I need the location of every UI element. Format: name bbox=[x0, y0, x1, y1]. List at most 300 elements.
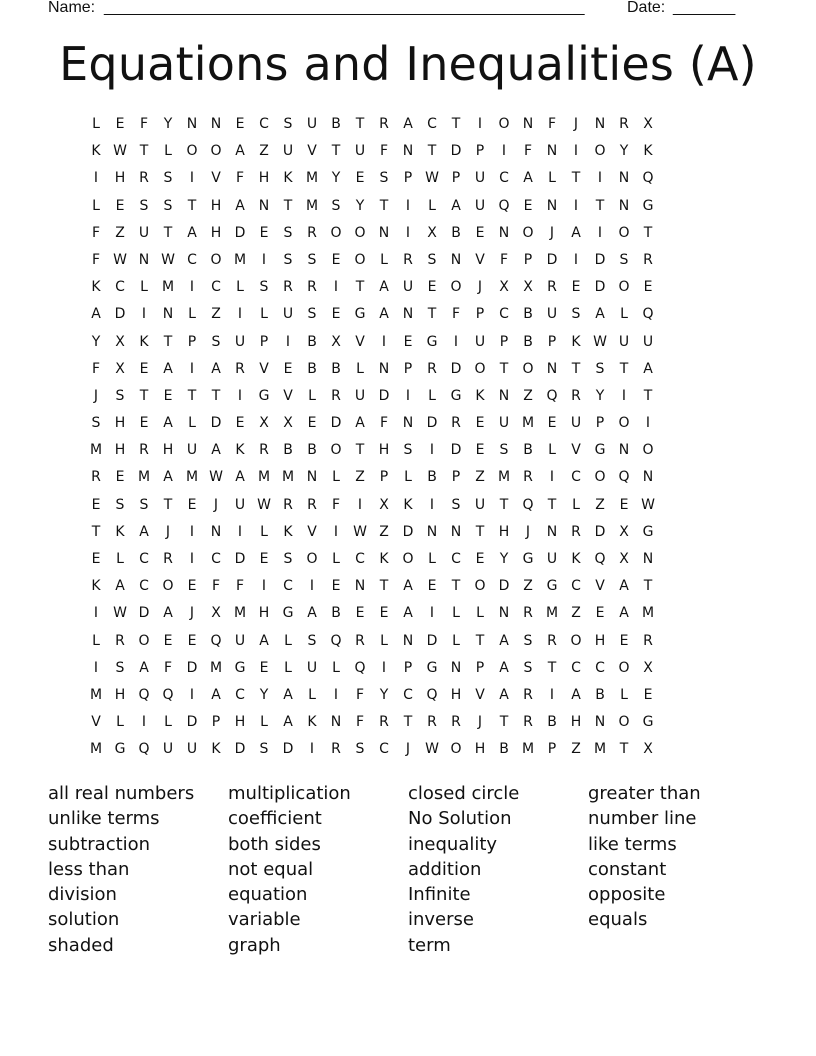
grid-cell: G bbox=[426, 333, 438, 350]
grid-cell: U bbox=[402, 279, 414, 296]
grid-cell: T bbox=[643, 578, 653, 595]
grid-row bbox=[84, 685, 732, 712]
grid-cell: E bbox=[355, 170, 365, 187]
grid-cell: D bbox=[330, 415, 342, 432]
grid-cell: C bbox=[571, 578, 581, 595]
grid-cell: R bbox=[643, 251, 653, 268]
grid-cell: R bbox=[523, 469, 533, 486]
grid-cell: Y bbox=[619, 143, 629, 160]
grid-cell: S bbox=[619, 251, 629, 268]
word-item: number line bbox=[588, 808, 697, 830]
grid-cell: S bbox=[283, 251, 293, 268]
grid-cell: M bbox=[233, 605, 247, 622]
grid-cell: R bbox=[403, 251, 413, 268]
grid-cell: E bbox=[475, 415, 485, 432]
grid-cell: H bbox=[210, 197, 222, 214]
grid-cell: Y bbox=[355, 197, 365, 214]
grid-cell: J bbox=[213, 496, 219, 513]
grid-cell: T bbox=[427, 306, 437, 323]
grid-cell: O bbox=[618, 714, 630, 731]
grid-cell: Z bbox=[475, 469, 485, 486]
grid-cell: K bbox=[307, 714, 317, 731]
grid-cell: F bbox=[523, 143, 533, 160]
grid-cell: N bbox=[210, 116, 222, 132]
grid-cell: T bbox=[619, 360, 629, 377]
grid-cell: O bbox=[570, 632, 582, 649]
grid-cell: P bbox=[211, 714, 221, 731]
grid-cell: T bbox=[355, 279, 365, 296]
grid-cell: D bbox=[594, 251, 606, 268]
grid-cell: E bbox=[619, 496, 629, 513]
grid-cell: B bbox=[307, 442, 317, 459]
grid-cell: K bbox=[379, 551, 389, 567]
grid-cell: N bbox=[330, 714, 342, 731]
grid-cell: E bbox=[379, 605, 389, 622]
grid-cell: L bbox=[260, 714, 268, 731]
grid-cell: M bbox=[521, 741, 535, 758]
grid-cell: Q bbox=[354, 659, 366, 676]
word-item: opposite bbox=[588, 884, 666, 906]
grid-cell: K bbox=[115, 523, 125, 540]
grid-cell: T bbox=[379, 578, 389, 595]
grid-cell: E bbox=[331, 306, 341, 323]
grid-cell: W bbox=[113, 143, 127, 160]
grid-cell: R bbox=[451, 714, 461, 731]
grid-cell: M bbox=[641, 605, 655, 622]
grid-cell: P bbox=[595, 415, 605, 432]
grid-cell: O bbox=[354, 224, 366, 241]
grid-cell: G bbox=[594, 442, 606, 459]
word-item: No Solution bbox=[408, 808, 512, 830]
grid-cell: G bbox=[642, 714, 654, 731]
grid-cell: E bbox=[235, 415, 245, 432]
grid-cell: L bbox=[308, 387, 316, 404]
grid-cell: M bbox=[257, 469, 271, 486]
grid-cell: L bbox=[428, 197, 436, 214]
grid-cell: L bbox=[404, 469, 412, 486]
grid-cell: R bbox=[307, 224, 317, 241]
grid-cell: R bbox=[139, 170, 149, 187]
grid-cell: K bbox=[475, 387, 485, 404]
word-item: greater than bbox=[588, 783, 701, 804]
word-item: all real numbers bbox=[48, 783, 195, 804]
grid-cell: J bbox=[525, 523, 531, 540]
grid-cell: T bbox=[91, 523, 101, 540]
grid-cell: S bbox=[499, 442, 509, 459]
grid-cell: Z bbox=[571, 741, 581, 758]
grid-cell: W bbox=[209, 469, 223, 486]
grid-cell: U bbox=[138, 224, 150, 241]
grid-cell: D bbox=[114, 306, 126, 323]
grid-cell: J bbox=[477, 714, 483, 731]
grid-cell: C bbox=[139, 578, 149, 595]
grid-cell: F bbox=[91, 251, 101, 268]
grid-cell: Y bbox=[163, 116, 173, 132]
grid-cell: L bbox=[92, 632, 100, 649]
grid-cell: A bbox=[283, 714, 293, 731]
grid-cell: S bbox=[91, 415, 101, 432]
grid-cell: G bbox=[546, 578, 558, 595]
grid-row bbox=[84, 603, 732, 630]
grid-cell: P bbox=[259, 333, 269, 350]
grid-cell: R bbox=[331, 387, 341, 404]
grid-cell: T bbox=[451, 578, 461, 595]
grid-cell: I bbox=[429, 442, 435, 459]
grid-cell: A bbox=[643, 360, 653, 377]
grid-cell: I bbox=[357, 496, 363, 513]
grid-cell: I bbox=[189, 279, 195, 296]
grid-cell: S bbox=[211, 333, 221, 350]
grid-cell: P bbox=[499, 333, 509, 350]
grid-cell: N bbox=[618, 170, 630, 187]
word-item: both sides bbox=[228, 833, 321, 855]
grid-cell: L bbox=[92, 197, 100, 214]
grid-cell: H bbox=[114, 170, 126, 187]
word-item: equals bbox=[588, 909, 648, 931]
grid-cell: N bbox=[642, 551, 654, 567]
grid-cell: E bbox=[307, 415, 317, 432]
word-item: subtraction bbox=[48, 833, 151, 855]
grid-cell: L bbox=[188, 306, 196, 323]
grid-row bbox=[84, 304, 732, 331]
grid-cell: N bbox=[354, 578, 366, 595]
grid-cell: D bbox=[234, 224, 246, 241]
grid-cell: O bbox=[186, 143, 198, 160]
grid-cell: Q bbox=[642, 170, 654, 187]
grid-cell: N bbox=[378, 224, 390, 241]
grid-cell: K bbox=[91, 578, 101, 595]
grid-cell: R bbox=[235, 360, 245, 377]
grid-cell: E bbox=[187, 578, 197, 595]
grid-cell: I bbox=[237, 387, 243, 404]
grid-cell: H bbox=[450, 686, 462, 703]
grid-cell: V bbox=[355, 333, 365, 350]
grid-cell: Y bbox=[331, 170, 341, 187]
grid-cell: D bbox=[234, 741, 246, 758]
grid-cell: U bbox=[474, 496, 486, 513]
grid-cell: T bbox=[403, 714, 413, 731]
grid-row bbox=[84, 250, 732, 277]
grid-cell: A bbox=[235, 197, 245, 214]
grid-row bbox=[84, 413, 732, 440]
grid-cell: G bbox=[522, 551, 534, 567]
grid-cell: L bbox=[620, 306, 628, 323]
grid-cell: E bbox=[403, 333, 413, 350]
grid-cell: O bbox=[618, 659, 630, 676]
grid-cell: N bbox=[402, 306, 414, 323]
grid-cell: R bbox=[139, 442, 149, 459]
grid-cell: H bbox=[474, 741, 486, 758]
grid-cell: B bbox=[547, 714, 557, 731]
grid-cell: T bbox=[547, 659, 557, 676]
grid-cell: K bbox=[403, 496, 413, 513]
grid-cell: I bbox=[573, 197, 579, 214]
grid-cell: E bbox=[427, 578, 437, 595]
grid-cell: E bbox=[523, 197, 533, 214]
word-item: Infinite bbox=[408, 884, 471, 906]
grid-cell: I bbox=[189, 686, 195, 703]
grid-cell: E bbox=[643, 279, 653, 296]
grid-cell: C bbox=[451, 551, 461, 567]
grid-cell: Z bbox=[379, 523, 389, 540]
grid-cell: I bbox=[429, 496, 435, 513]
grid-cell: N bbox=[498, 224, 510, 241]
grid-cell: H bbox=[162, 442, 174, 459]
grid-cell: Q bbox=[498, 197, 510, 214]
grid-cell: S bbox=[307, 251, 317, 268]
grid-cell: E bbox=[259, 659, 269, 676]
word-item: closed circle bbox=[408, 783, 520, 804]
grid-cell: A bbox=[163, 469, 173, 486]
grid-cell: I bbox=[477, 116, 483, 132]
grid-cell: W bbox=[113, 251, 127, 268]
grid-cell: V bbox=[91, 714, 101, 731]
grid-cell: Y bbox=[91, 333, 101, 350]
grid-cell: X bbox=[259, 415, 269, 432]
grid-cell: I bbox=[429, 605, 435, 622]
grid-cell: G bbox=[114, 741, 126, 758]
grid-cell: M bbox=[185, 469, 199, 486]
grid-cell: D bbox=[546, 251, 558, 268]
grid-cell: W bbox=[257, 496, 271, 513]
grid-cell: V bbox=[475, 686, 485, 703]
grid-cell: F bbox=[139, 116, 149, 132]
grid-cell: P bbox=[403, 360, 413, 377]
grid-cell: M bbox=[137, 469, 151, 486]
grid-cell: X bbox=[115, 360, 125, 377]
grid-cell: X bbox=[115, 333, 125, 350]
grid-cell: I bbox=[405, 224, 411, 241]
grid-row bbox=[84, 467, 732, 494]
grid-cell: I bbox=[309, 741, 315, 758]
grid-cell: Q bbox=[642, 306, 654, 323]
grid-cell: A bbox=[403, 605, 413, 622]
grid-cell: S bbox=[115, 387, 125, 404]
grid-cell: N bbox=[546, 197, 558, 214]
grid-cell: N bbox=[426, 523, 438, 540]
word-item: less than bbox=[48, 858, 130, 880]
grid-cell: R bbox=[571, 523, 581, 540]
grid-cell: L bbox=[452, 632, 460, 649]
grid-cell: A bbox=[91, 306, 101, 323]
grid-row bbox=[84, 359, 732, 386]
grid-cell: F bbox=[499, 251, 509, 268]
grid-cell: N bbox=[450, 659, 462, 676]
grid-row bbox=[84, 114, 732, 141]
grid-cell: X bbox=[619, 523, 629, 540]
grid-cell: P bbox=[451, 469, 461, 486]
grid-cell: I bbox=[333, 686, 339, 703]
grid-cell: E bbox=[115, 469, 125, 486]
grid-row bbox=[84, 223, 732, 250]
grid-cell: K bbox=[283, 170, 293, 187]
grid-cell: I bbox=[453, 333, 459, 350]
date-label: Date: bbox=[627, 0, 666, 16]
grid-row bbox=[84, 168, 732, 195]
grid-cell: N bbox=[450, 523, 462, 540]
grid-cell: Z bbox=[523, 387, 533, 404]
grid-cell: Q bbox=[546, 387, 558, 404]
grid-cell: Q bbox=[594, 551, 606, 567]
grid-cell: N bbox=[618, 442, 630, 459]
grid-cell: H bbox=[114, 415, 126, 432]
grid-cell: Y bbox=[499, 551, 509, 567]
grid-cell: A bbox=[379, 306, 389, 323]
grid-cell: U bbox=[618, 333, 630, 350]
grid-cell: Q bbox=[426, 686, 438, 703]
header-row bbox=[48, 0, 748, 20]
grid-cell: K bbox=[643, 143, 653, 160]
grid-cell: O bbox=[498, 116, 510, 132]
grid-cell: H bbox=[114, 686, 126, 703]
grid-cell: T bbox=[619, 741, 629, 758]
grid-cell: A bbox=[235, 143, 245, 160]
grid-cell: T bbox=[163, 224, 173, 241]
grid-cell: W bbox=[113, 605, 127, 622]
grid-cell: U bbox=[546, 551, 558, 567]
grid-cell: A bbox=[379, 279, 389, 296]
grid-cell: O bbox=[474, 360, 486, 377]
grid-cell: E bbox=[187, 632, 197, 649]
grid-cell: D bbox=[594, 523, 606, 540]
grid-cell: P bbox=[475, 659, 485, 676]
grid-cell: Q bbox=[138, 741, 150, 758]
grid-cell: M bbox=[281, 469, 295, 486]
grid-cell: M bbox=[89, 741, 103, 758]
grid-cell: S bbox=[163, 197, 173, 214]
grid-cell: A bbox=[619, 605, 629, 622]
grid-cell: P bbox=[475, 143, 485, 160]
grid-cell: P bbox=[523, 251, 533, 268]
grid-cell: D bbox=[138, 605, 150, 622]
grid-cell: O bbox=[402, 551, 414, 567]
grid-cell: O bbox=[522, 360, 534, 377]
grid-cell: O bbox=[354, 251, 366, 268]
grid-cell: D bbox=[186, 659, 198, 676]
grid-cell: C bbox=[499, 306, 509, 323]
grid-cell: L bbox=[284, 632, 292, 649]
grid-cell: I bbox=[189, 170, 195, 187]
grid-cell: E bbox=[475, 551, 485, 567]
grid-cell: T bbox=[571, 360, 581, 377]
grid-cell: B bbox=[307, 333, 317, 350]
name-label: Name: bbox=[48, 0, 96, 16]
grid-cell: U bbox=[234, 632, 246, 649]
grid-cell: Z bbox=[595, 496, 605, 513]
grid-cell: W bbox=[161, 251, 175, 268]
grid-cell: O bbox=[210, 143, 222, 160]
grid-cell: L bbox=[428, 387, 436, 404]
grid-cell: L bbox=[260, 523, 268, 540]
grid-cell: N bbox=[402, 143, 414, 160]
grid-cell: N bbox=[258, 197, 270, 214]
grid-row bbox=[84, 576, 732, 603]
grid-cell: X bbox=[643, 116, 653, 132]
grid-cell: J bbox=[93, 387, 99, 404]
grid-cell: C bbox=[187, 251, 197, 268]
grid-cell: L bbox=[428, 551, 436, 567]
grid-cell: U bbox=[570, 415, 582, 432]
grid-cell: C bbox=[235, 686, 245, 703]
grid-cell: R bbox=[163, 551, 173, 567]
grid-cell: T bbox=[547, 496, 557, 513]
grid-cell: Q bbox=[618, 469, 630, 486]
grid-cell: A bbox=[523, 170, 533, 187]
grid-cell: P bbox=[475, 306, 485, 323]
grid-cell: N bbox=[378, 360, 390, 377]
grid-cell: X bbox=[283, 415, 293, 432]
grid-cell: J bbox=[189, 605, 195, 622]
grid-cell: F bbox=[235, 170, 245, 187]
grid-cell: F bbox=[379, 143, 389, 160]
grid-cell: D bbox=[594, 279, 606, 296]
grid-cell: L bbox=[92, 116, 100, 132]
grid-cell: E bbox=[331, 578, 341, 595]
word-item: inequality bbox=[408, 833, 498, 855]
word-item: coefficient bbox=[228, 808, 322, 830]
grid-cell: A bbox=[499, 659, 509, 676]
grid-cell: X bbox=[379, 496, 389, 513]
grid-cell: B bbox=[331, 605, 341, 622]
grid-cell: E bbox=[475, 224, 485, 241]
grid-cell: S bbox=[163, 170, 173, 187]
grid-cell: Y bbox=[595, 387, 605, 404]
word-item: unlike terms bbox=[48, 808, 160, 830]
grid-cell: L bbox=[332, 469, 340, 486]
grid-cell: E bbox=[139, 360, 149, 377]
grid-cell: K bbox=[139, 333, 149, 350]
grid-cell: R bbox=[283, 279, 293, 296]
grid-cell: G bbox=[450, 387, 462, 404]
grid-cell: Q bbox=[522, 496, 534, 513]
grid-cell: A bbox=[211, 442, 221, 459]
grid-cell: C bbox=[403, 686, 413, 703]
grid-cell: T bbox=[571, 170, 581, 187]
grid-cell: V bbox=[307, 523, 317, 540]
grid-cell: R bbox=[523, 686, 533, 703]
grid-cell: J bbox=[405, 741, 411, 758]
grid-cell: M bbox=[305, 197, 319, 214]
grid-cell: S bbox=[307, 632, 317, 649]
grid-cell: F bbox=[91, 360, 101, 377]
grid-cell: P bbox=[451, 170, 461, 187]
grid-cell: D bbox=[186, 714, 198, 731]
grid-cell: S bbox=[283, 116, 293, 132]
grid-cell: I bbox=[189, 360, 195, 377]
grid-cell: L bbox=[116, 551, 124, 567]
grid-cell: I bbox=[93, 605, 99, 622]
grid-cell: T bbox=[427, 143, 437, 160]
grid-cell: E bbox=[571, 279, 581, 296]
grid-cell: U bbox=[642, 333, 654, 350]
grid-cell: E bbox=[163, 387, 173, 404]
grid-cell: C bbox=[283, 578, 293, 595]
date-line: _______ bbox=[673, 0, 736, 16]
grid-cell: R bbox=[259, 442, 269, 459]
grid-cell: I bbox=[189, 551, 195, 567]
grid-cell: I bbox=[333, 279, 339, 296]
word-item: like terms bbox=[588, 833, 677, 855]
grid-cell: O bbox=[594, 143, 606, 160]
grid-cell: T bbox=[163, 496, 173, 513]
grid-cell: R bbox=[379, 714, 389, 731]
word-item: solution bbox=[48, 909, 120, 931]
grid-cell: N bbox=[642, 469, 654, 486]
grid-cell: F bbox=[163, 659, 173, 676]
grid-cell: C bbox=[139, 551, 149, 567]
grid-cell: C bbox=[595, 659, 605, 676]
grid-cell: R bbox=[523, 605, 533, 622]
